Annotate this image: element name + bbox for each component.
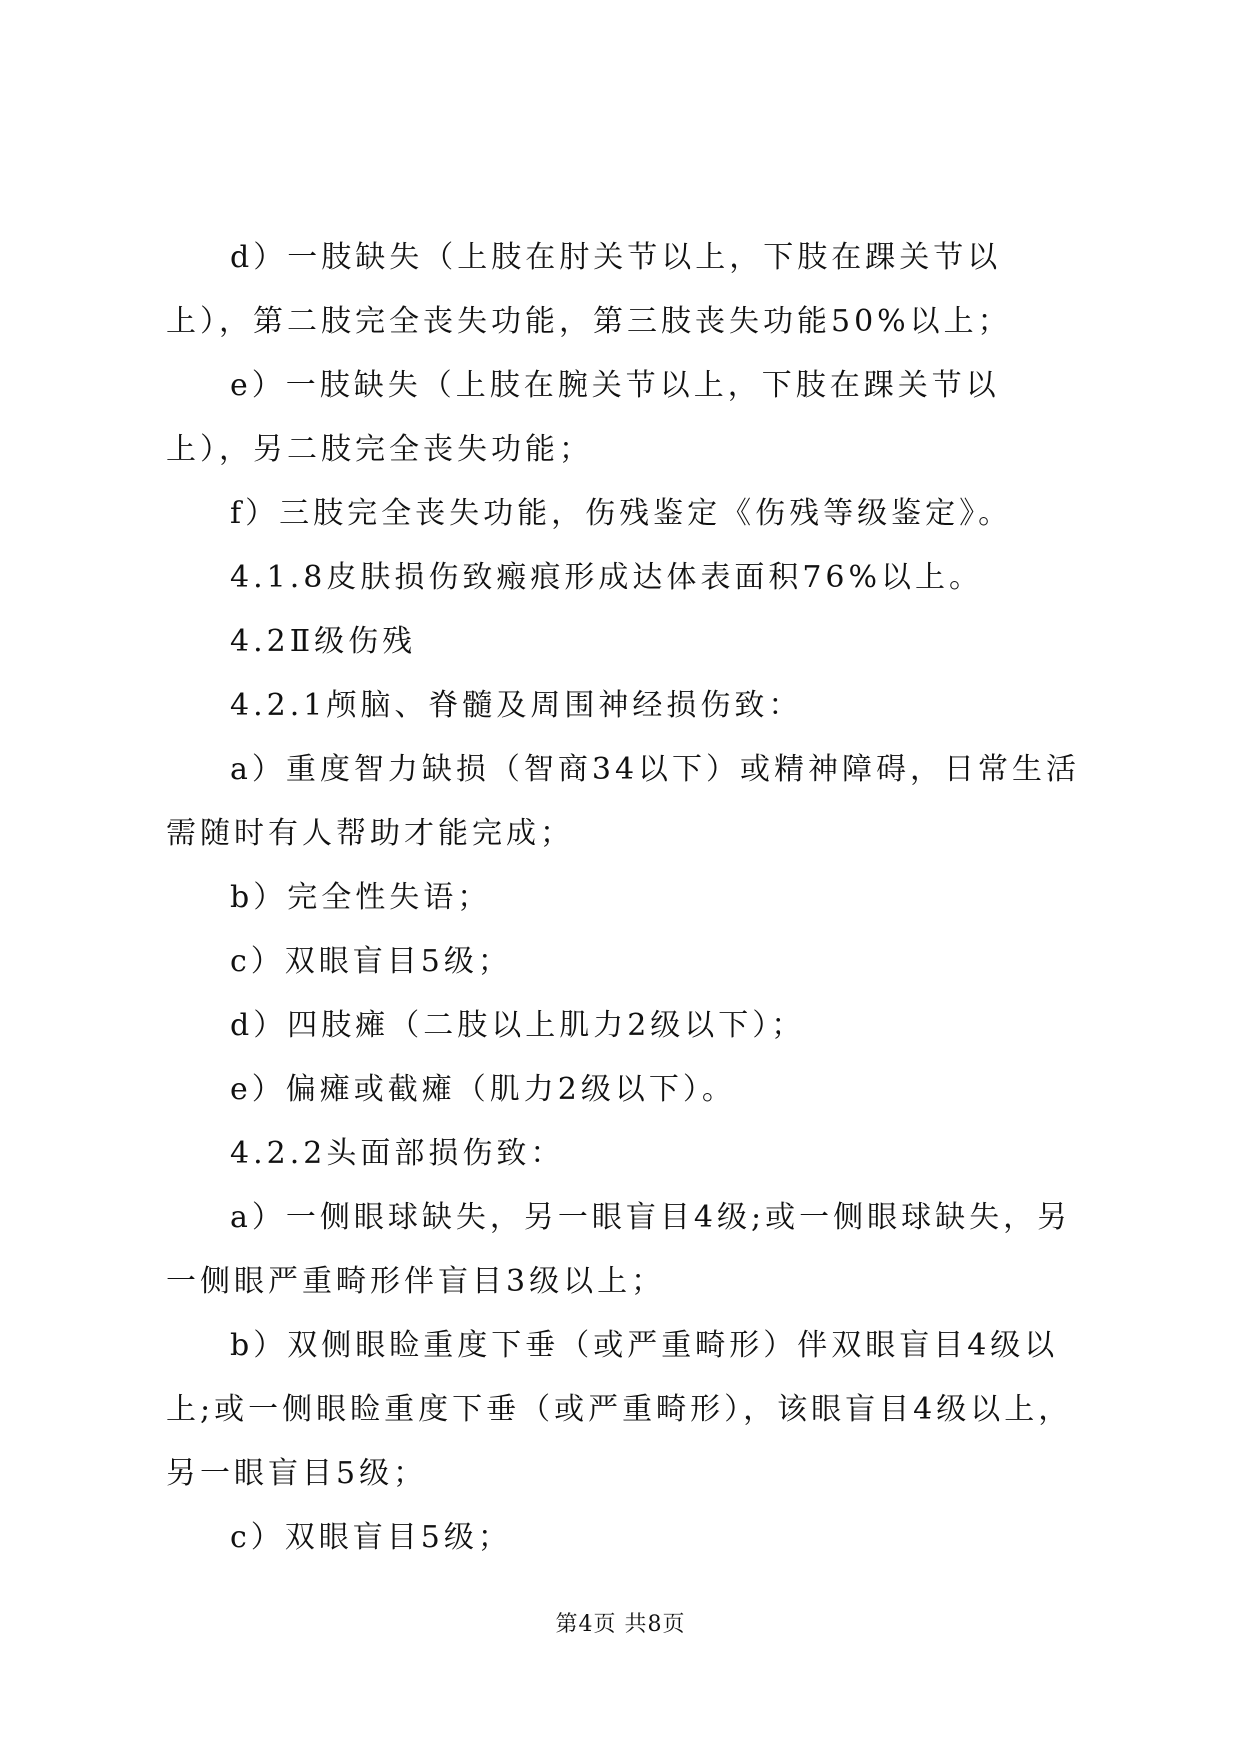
paragraph-4-1-8: 4.1.8皮肤损伤致瘢痕形成达体表面积76%以上。 <box>230 560 984 595</box>
page-number: 第4页 共8页 <box>555 1612 686 1637</box>
paragraph-c-blindness: c）双眼盲目5级； <box>230 944 512 979</box>
paragraph-f-three-limbs: f）三肢完全丧失功能，伤残鉴定《伤残等级鉴定》。 <box>230 496 1013 531</box>
paragraph-4-2-1: 4.2.1颅脑、脊髓及周围神经损伤致： <box>230 688 803 723</box>
paragraph-e-limb-loss-wrist: e）一肢缺失（上肢在腕关节以上，下肢在踝关节以上），另二肢完全丧失功能； <box>166 368 1000 467</box>
section-heading-4-2: 4.2Ⅱ级伤残 <box>230 624 417 659</box>
paragraph-a-intellectual: a）重度智力缺损（智商34以下）或精神障碍，日常生活需随时有人帮助才能完成； <box>166 752 1081 851</box>
paragraph-c-blindness-2: c）双眼盲目5级； <box>230 1520 512 1555</box>
paragraph-d-limb-loss-elbow: d）一肢缺失（上肢在肘关节以上，下肢在踝关节以上），第二肢完全丧失功能，第三肢丧失功能50%以上； <box>166 240 1012 339</box>
paragraph-d-quadriplegia: d）四肢瘫（二肢以上肌力2级以下）； <box>230 1008 806 1043</box>
paragraph-4-2-2: 4.2.2头面部损伤致： <box>230 1136 565 1171</box>
paragraph-b-aphasia: b）完全性失语； <box>230 880 492 915</box>
paragraph-a-eye-loss: a）一侧眼球缺失，另一眼盲目4级;或一侧眼球缺失，另一侧眼严重畸形伴盲目3级以上； <box>166 1200 1072 1299</box>
page-footer <box>0 1610 1241 1640</box>
document-body <box>166 226 1086 1570</box>
paragraph-e-hemiplegia: e）偏瘫或截瘫（肌力2级以下）。 <box>230 1072 736 1107</box>
paragraph-b-eyelid: b）双侧眼睑重度下垂（或严重畸形）伴双眼盲目4级以上;或一侧眼睑重度下垂（或严重畸形），该眼盲目4级以上，另一眼盲目5级； <box>166 1328 1073 1491</box>
